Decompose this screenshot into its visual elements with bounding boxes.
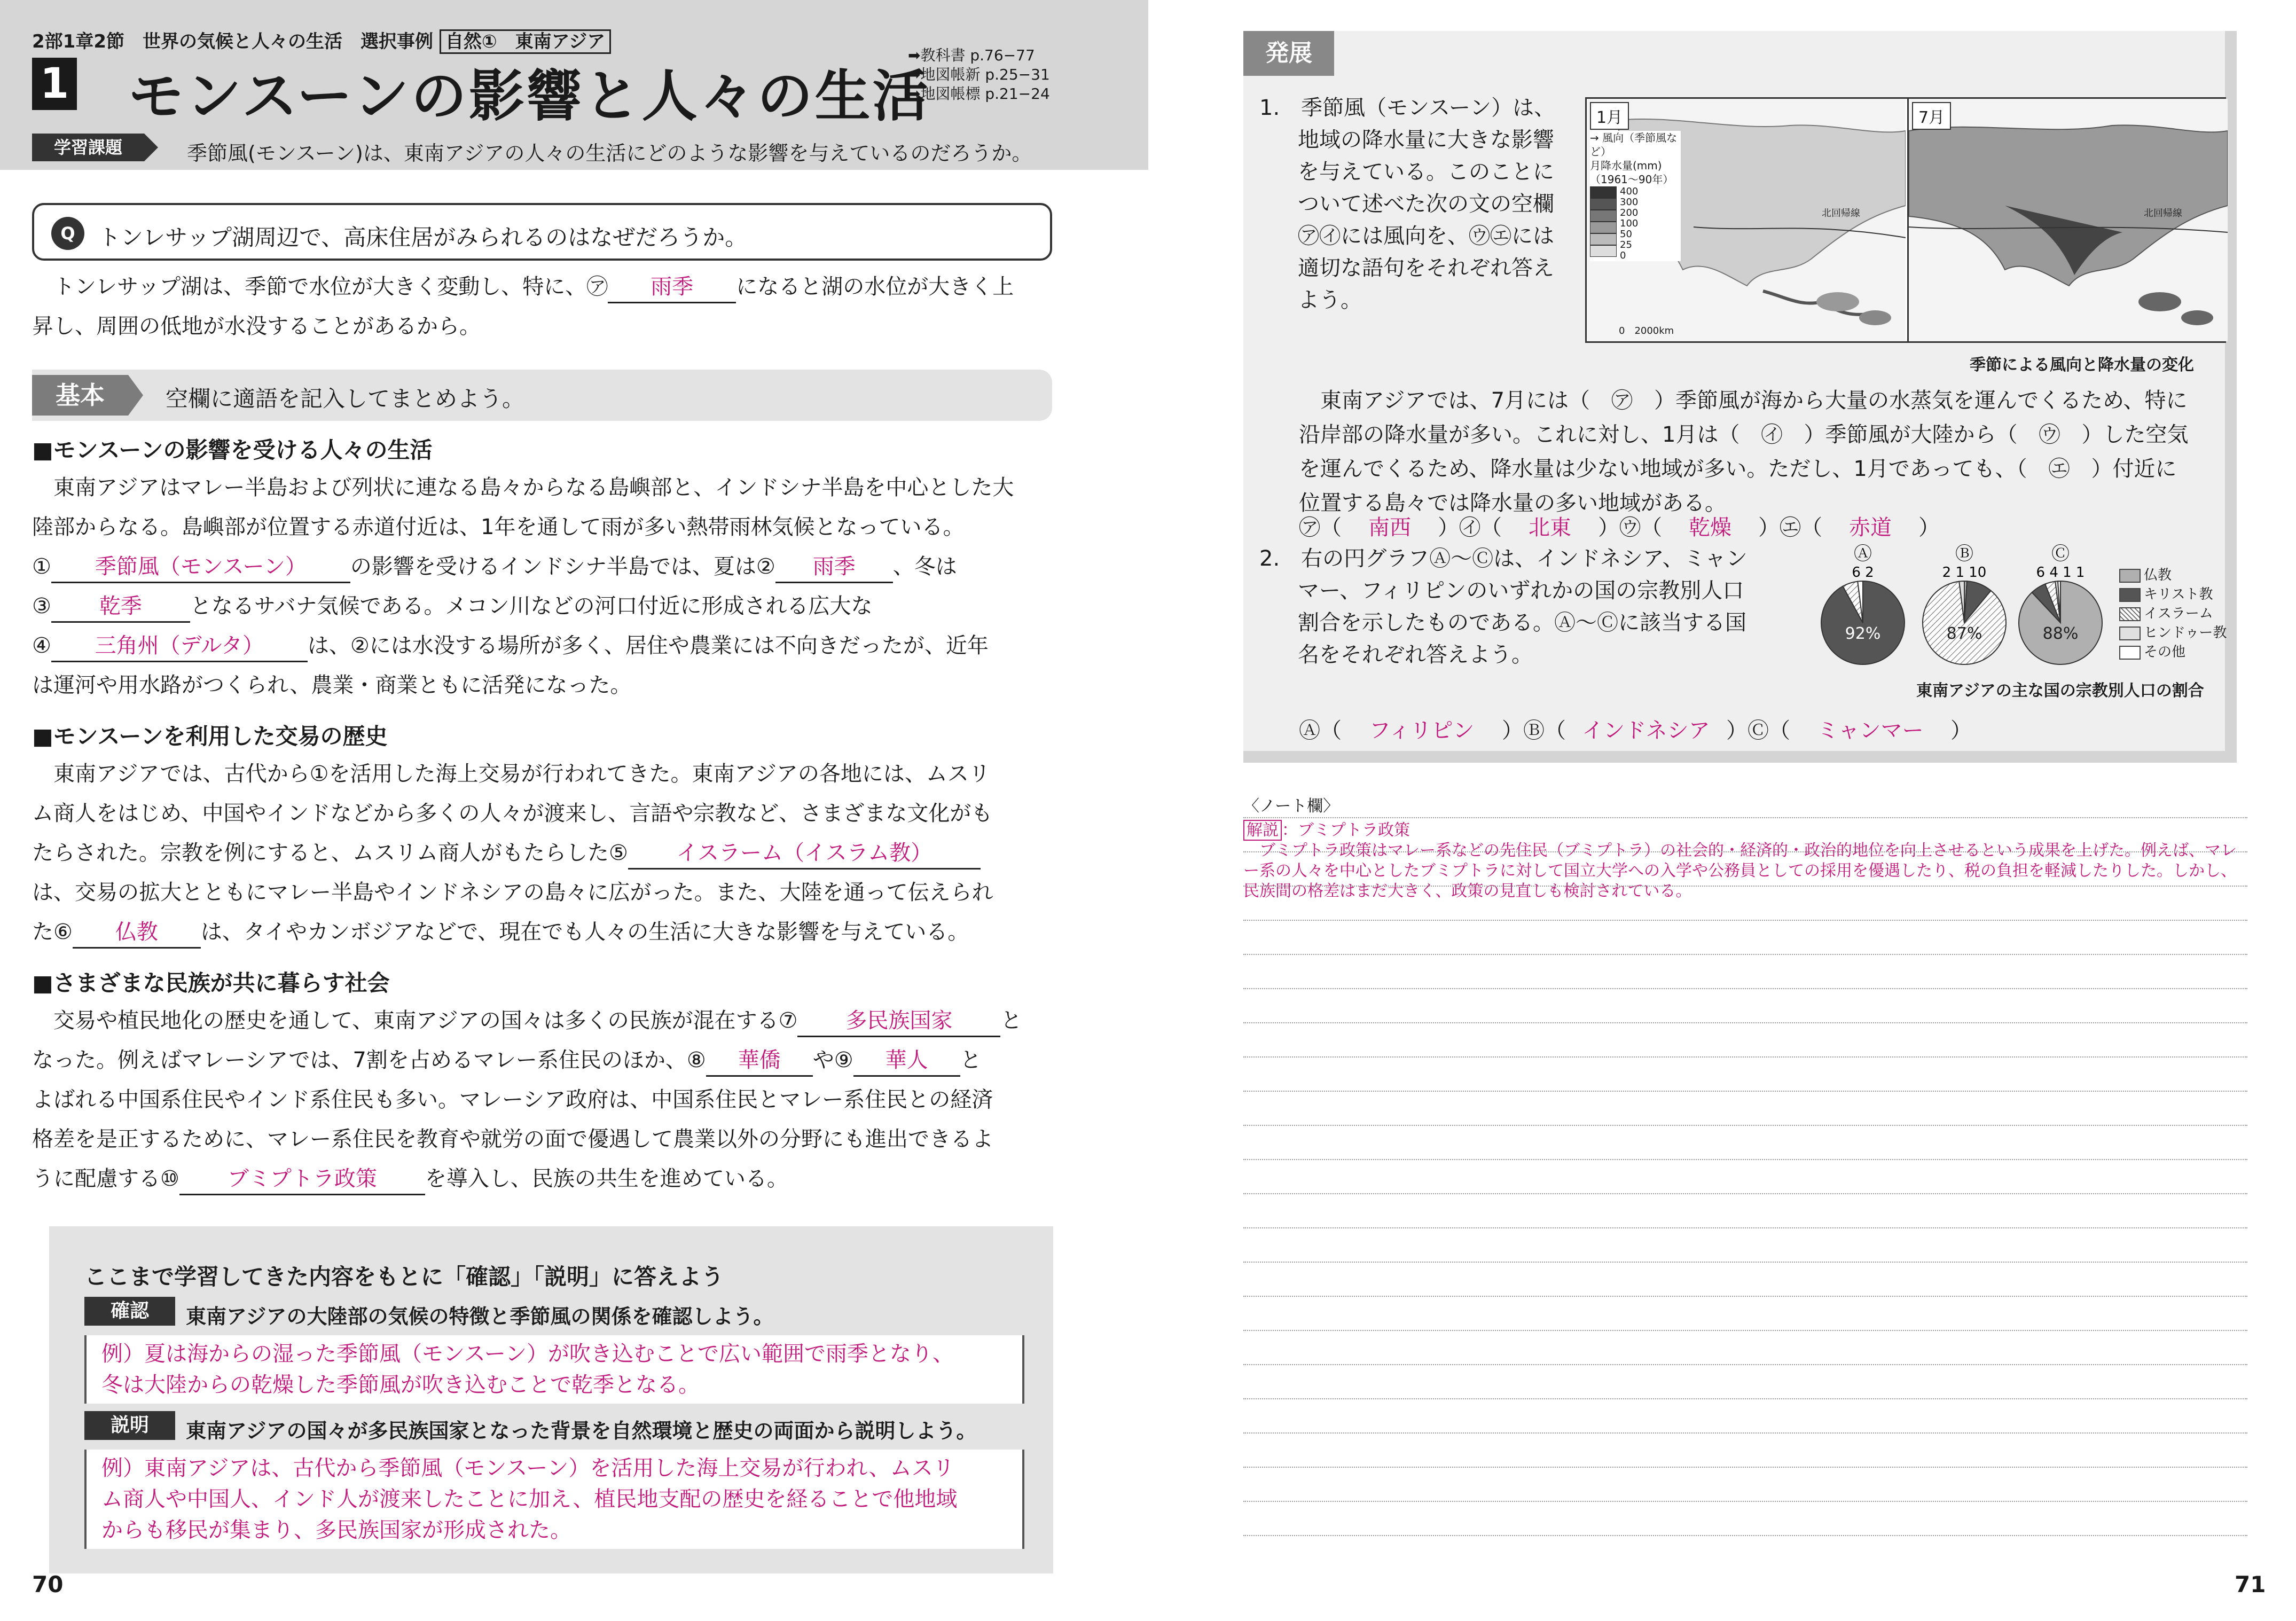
legend-value: 0 <box>1620 250 1626 261</box>
answer-e[interactable]: 赤道 <box>1849 515 1892 540</box>
legend-value: 200 <box>1620 207 1639 218</box>
text: は、②には水没する場所が多く、居住や農業には不向きだったが、近年 <box>307 633 989 658</box>
q1-line: を与えている。このことに <box>1298 160 1554 184</box>
q-answer-line1 <box>53 267 1014 307</box>
ref-atlas-new: ➡地図帳新 p.25−31 <box>908 66 1050 83</box>
body-line <box>53 1001 1022 1040</box>
note-title: 〈ノート欄〉 <box>1243 797 1339 816</box>
legend-value: 400 <box>1620 186 1639 197</box>
legend-buddhism <box>2119 564 2172 584</box>
hatten-label: 発展 <box>1243 31 1334 76</box>
para-line: 沿岸部の降水量が多い。これに対し、1月は（ ㋑ ）季節風が大陸から（ ㋒ ）した空気 <box>1299 422 2189 447</box>
pie-charts <box>1809 543 2237 673</box>
body-line <box>32 547 957 586</box>
answer-a[interactable]: 南西 <box>1368 515 1411 540</box>
text: なった。例えばマレーシアでは、7割を占めるマレー系住民のほか、⑧ <box>32 1048 706 1072</box>
note-line <box>1243 920 2247 921</box>
pie-small-labels: 6 4 1 1 <box>2036 565 2085 581</box>
q1-line: 1. 季節風（モンスーン）は、 <box>1259 96 1556 120</box>
legend-value: 300 <box>1620 197 1639 208</box>
body-line <box>32 1159 788 1199</box>
answer-line: からも移民が集まり、多民族国家が形成された。 <box>101 1518 571 1542</box>
note-line <box>1243 1227 2247 1228</box>
q2-text <box>1259 543 1748 671</box>
kakunin-question: 東南アジアの大陸部の気候の特徴と季節風の関係を確認しよう。 <box>186 1305 774 1328</box>
q2-line: マー、フィリピンのいずれかの国の宗教別人口 <box>1298 578 1744 603</box>
body-line: 東南アジアでは、古代から①を活用した海上交易が行われてきた。東南アジアの各地には、ムスリ <box>53 762 990 786</box>
body-line: 格差を是正するために、マレー系住民を教育や就労の面で優遇して農業以外の分野にも進出できるよ <box>32 1127 993 1152</box>
para-line: を運んでくるため、降水量は少ない地域が多い。ただし、1月であっても、（ ㋓ ）付近に <box>1299 457 2177 481</box>
body-line: ム商人をはじめ、中国やインドなどから多くの人々が渡来し、言語や宗教など、さまざまな文化がも <box>32 801 993 826</box>
answer-blank-1[interactable]: 季節風（モンスーン） <box>51 552 350 583</box>
right-page <box>1148 0 2296 1621</box>
pie-small-labels: 6 2 <box>1852 565 1874 581</box>
section-heading: ■モンスーンの影響を受ける人々の生活 <box>32 437 433 463</box>
answer-blank-5[interactable]: イスラーム（イスラム教） <box>628 838 981 870</box>
q1-paragraph <box>1299 383 2188 520</box>
note-line <box>1243 1467 2247 1468</box>
note-line <box>1243 954 2247 955</box>
legend-label: キリスト教 <box>2144 586 2213 602</box>
kaisetsu-text: ブミプトラ政策はマレー系などの先住民（ブミプトラ）の社会的・経済的・政治的地位を向上させるという成果を上げた。例えば、マレー系の人々を中心としたブミプトラに対して国立大学への入学や公務員としての採用を優遇したり、税の負担を軽減したりした。しかし、民族間の格差はまだ大きく、政策の見直しも検討されている。 <box>1243 841 2237 900</box>
q-badge-icon: Q <box>51 217 84 250</box>
question-text: トンレサップ湖周辺で、高床住居がみられるのはなぜだろうか。 <box>98 224 748 250</box>
text: た⑥ <box>32 920 73 944</box>
text: や⑨ <box>812 1048 853 1072</box>
hatten-box <box>1243 31 2237 763</box>
map-july <box>1907 99 2226 341</box>
pie-main-label: 88% <box>2042 624 2079 643</box>
note-line <box>1243 817 2247 818</box>
legend-sub: 月降水量(mm)（1961～90年） <box>1590 159 1674 186</box>
note-line <box>1243 1398 2247 1399</box>
answer-line: 冬は大陸からの乾燥した季節風が吹き込むことで乾季となる。 <box>101 1373 700 1397</box>
text: は、タイやカンボジアなどで、現在でも人々の生活に大きな影響を与えている。 <box>200 920 969 944</box>
task-text: 季節風(モンスーン)は、東南アジアの人々の生活にどのような影響を与えているのだろうか。 <box>187 142 1032 165</box>
body-line: よばれる中国系住民やインド系住民も多い。マレーシア政府は、中国系住民とマレー系住民との経済 <box>32 1087 993 1112</box>
question-box <box>32 203 1052 261</box>
text: ）㋑（ <box>1438 515 1502 540</box>
legend-title: → 風向（季節風など） <box>1590 131 1678 158</box>
answer-A[interactable]: フィリピン <box>1369 718 1475 743</box>
body-line <box>32 912 969 952</box>
legend-label: その他 <box>2144 644 2186 660</box>
text: 、冬は <box>892 554 957 579</box>
text: うに配慮する⑩ <box>32 1166 179 1191</box>
text: と <box>1000 1008 1022 1033</box>
body-line: は、交易の拡大とともにマレー半島やインドネシアの島々に広がった。また、大陸を通って伝えられ <box>32 880 993 905</box>
legend-value: 50 <box>1620 229 1632 240</box>
text: ）㋓（ <box>1758 515 1822 540</box>
answer-blank-a[interactable]: 雨季 <box>608 272 736 303</box>
answer-i[interactable]: 北東 <box>1529 515 1571 540</box>
map-scale: 0 2000km <box>1619 325 1674 336</box>
legend-swatches <box>1590 186 1617 261</box>
setsumei-question: 東南アジアの国々が多民族国家となった背景を自然環境と歴史の両面から説明しよう。 <box>186 1419 977 1443</box>
answer-blank-9[interactable]: 華人 <box>853 1045 960 1077</box>
body-line <box>32 626 989 665</box>
ref-atlas-std: ➡地図帳標 p.21−24 <box>908 85 1050 103</box>
q1-text <box>1259 92 1555 316</box>
text: の影響を受けるインドシナ半島では、夏は② <box>350 554 775 579</box>
answer-C[interactable]: ミャンマー <box>1817 718 1924 743</box>
legend-values <box>1617 186 1638 261</box>
answer-blank-4[interactable]: 三角州（デルタ） <box>51 631 308 662</box>
pie-small-labels: 2 1 10 <box>1942 565 1987 581</box>
kihon-arrow-icon <box>128 375 143 416</box>
note-line <box>1243 1364 2247 1365</box>
text: ③ <box>32 594 51 618</box>
kakunin-label: 確認 <box>84 1297 175 1326</box>
legend-islam <box>2119 602 2213 622</box>
para-line: 位置する島々では降水量の多い地域がある。 <box>1299 491 1726 515</box>
swatch <box>1590 245 1617 257</box>
pie-main-label: 87% <box>1946 624 1982 643</box>
swatch <box>1590 198 1617 210</box>
pie-caption: 東南アジアの主な国の宗教別人口の割合 <box>1916 682 2204 700</box>
text: ） <box>1950 718 1972 743</box>
setsumei-label: 説明 <box>84 1411 175 1440</box>
q2-line: 割合を示したものである。Ⓐ～Ⓒに該当する国 <box>1298 610 1746 635</box>
q1-line: よう。 <box>1298 288 1362 312</box>
pie-name: Ⓐ <box>1854 543 1872 565</box>
note-line <box>1243 988 2247 989</box>
legend-hinduism <box>2119 622 2227 641</box>
text: ㋐（ <box>1299 515 1342 540</box>
swatch <box>2119 569 2141 583</box>
tropic-label-jul: 北回帰線 <box>2144 208 2182 219</box>
note-line <box>1243 886 2247 887</box>
text: トンレサップ湖は、季節で水位が大きく変動し、特に、㋐ <box>53 275 608 299</box>
note-line <box>1243 1056 2247 1058</box>
kakunin-answer[interactable] <box>84 1335 1024 1404</box>
text: ④ <box>32 633 51 658</box>
answer-blank-3[interactable]: 乾季 <box>51 591 190 623</box>
body-line: 東南アジアはマレー半島および列状に連なる島々からなる島嶼部と、インドシナ半島を中心とした大 <box>53 475 1014 500</box>
kihon-label: 基本 <box>32 375 128 416</box>
q-answer-line2: 昇し、周囲の低地が水没することがあるから。 <box>32 314 481 339</box>
text: Ⓐ（ <box>1299 718 1342 743</box>
kaisetsu-heading <box>1243 820 2247 841</box>
text: ） <box>1918 515 1940 540</box>
review-title: ここまで学習してきた内容をもとに「確認」「説明」に答えよう <box>84 1264 724 1290</box>
q1-line: ついて述べた次の文の空欄 <box>1298 192 1554 216</box>
note-line <box>1243 1501 2247 1502</box>
swatch <box>2119 646 2141 660</box>
breadcrumb-box: 自然① 東南アジア <box>440 29 611 54</box>
legend-value: 100 <box>1620 218 1639 229</box>
map-january <box>1587 99 1906 341</box>
kaisetsu <box>1243 820 2247 902</box>
text: を導入し、民族の共生を進めている。 <box>425 1166 788 1191</box>
note-line <box>1243 1091 2247 1092</box>
answer-blank-7[interactable]: 多民族国家 <box>797 1006 1000 1037</box>
text: となるサバナ気候である。メコン川などの河口付近に形成される広大な <box>190 594 873 618</box>
kihon-instruction: 空欄に適語を記入してまとめよう。 <box>166 386 525 412</box>
legend-label: 仏教 <box>2144 567 2172 583</box>
note-line <box>1243 1432 2247 1434</box>
text: ）㋒（ <box>1598 515 1662 540</box>
kaisetsu-tag: 解説 <box>1243 820 1282 841</box>
breadcrumb <box>32 27 611 53</box>
text: ）Ⓑ（ <box>1502 718 1566 743</box>
swatch <box>2119 607 2141 621</box>
q1-line: ㋐㋑には風向を、㋒㋓には <box>1298 224 1554 248</box>
reference-list <box>908 46 1050 104</box>
breadcrumb-text: 2部1章2節 世界の気候と人々の生活 選択事例 <box>32 31 433 52</box>
text: ① <box>32 554 51 579</box>
pie-name: Ⓑ <box>1955 543 1973 565</box>
text: たらされた。宗教を例にすると、ムスリム商人がもたらした⑤ <box>32 841 628 865</box>
answer-blank-2[interactable]: 雨季 <box>775 552 893 583</box>
body-line: は運河や用水路がつくられ、農業・商業ともに活発になった。 <box>32 673 632 698</box>
q1-line: 適切な語句をそれぞれ答え <box>1298 256 1554 280</box>
answer-line: ム商人や中国人、インド人が渡来したことに加え、植民地支配の歴史を経ることで他地域 <box>101 1487 958 1512</box>
swatch <box>1590 222 1617 233</box>
answer-blank-10[interactable]: ブミプトラ政策 <box>179 1164 425 1195</box>
section-heading: ■モンスーンを利用した交易の歴史 <box>32 723 388 749</box>
para-line: 東南アジアでは、7月には（ ㋐ ）季節風が海から大量の水蒸気を運んでくるため、特に <box>1320 388 2188 413</box>
swatch <box>2119 588 2141 602</box>
answer-u[interactable]: 乾燥 <box>1689 515 1731 540</box>
body-line <box>32 586 872 626</box>
note-line <box>1243 1022 2247 1023</box>
pie-main-label: 92% <box>1845 624 1881 643</box>
page-number-right: 71 <box>2235 1571 2266 1597</box>
q1-answers <box>1299 512 1940 544</box>
note-line <box>1243 1159 2247 1160</box>
map-tag-jan: 1月 <box>1590 102 1629 130</box>
map-tag-jul: 7月 <box>1912 102 1951 130</box>
map-jul-graphic <box>1909 99 2228 341</box>
kaisetsu-title: ：ブミプトラ政策 <box>1282 821 1410 840</box>
answer-line: 例）夏は海からの湿った季節風（モンスーン）が吹き込むことで広い範囲で雨季となり、 <box>101 1342 954 1366</box>
body-line <box>32 1040 982 1080</box>
note-line <box>1243 1330 2247 1331</box>
note-line <box>1243 1262 2247 1263</box>
q2-line: 名をそれぞれ答えよう。 <box>1298 643 1533 667</box>
answer-blank-6[interactable]: 仏教 <box>73 917 201 949</box>
legend-other <box>2119 641 2185 661</box>
text: と <box>960 1048 982 1072</box>
body-line <box>32 833 981 873</box>
text: ）Ⓒ（ <box>1726 718 1790 743</box>
note-line <box>1243 1535 2247 1536</box>
learning-task <box>32 134 1132 165</box>
task-arrow-icon <box>144 134 158 161</box>
note-line <box>1243 1193 2247 1194</box>
swatch <box>1590 186 1617 198</box>
text: になると湖の水位が大きく上 <box>736 275 1014 299</box>
review-box <box>49 1226 1053 1573</box>
text: 交易や植民地化の歴史を通して、東南アジアの国々は多くの民族が混在する⑦ <box>53 1008 798 1033</box>
ref-textbook: ➡教科書 p.76−77 <box>908 46 1035 64</box>
monsoon-map <box>1585 97 2226 343</box>
answer-B[interactable]: インドネシア <box>1582 718 1710 743</box>
pie-name: Ⓒ <box>2051 543 2070 565</box>
page-title: モンスーンの影響と人々の生活 <box>128 64 930 129</box>
legend-label: イスラーム <box>2144 606 2213 622</box>
answer-line: 例）東南アジアは、古代から季節風（モンスーン）を活用した海上交易が行われ、ムスリ <box>101 1456 954 1481</box>
task-label: 学習課題 <box>32 134 144 161</box>
legend-christianity <box>2119 583 2213 603</box>
page-number-left: 70 <box>32 1571 64 1597</box>
q2-line: 2. 右の円グラフⒶ～Ⓒは、インドネシア、ミャン <box>1259 546 1748 571</box>
body-line: 陸部からなる。島嶼部が位置する赤道付近は、1年を通して雨が多い熱帯雨林気候となっている。 <box>32 515 965 539</box>
section-heading: ■さまざまな民族が共に暮らす社会 <box>32 970 390 996</box>
swatch <box>2119 627 2141 640</box>
answer-blank-8[interactable]: 華僑 <box>706 1045 813 1077</box>
note-line <box>1243 1125 2247 1126</box>
swatch <box>1590 233 1617 245</box>
legend-value: 25 <box>1620 239 1632 250</box>
q1-line: 地域の降水量に大きな影響 <box>1298 128 1554 152</box>
lesson-number: 1 <box>32 58 77 110</box>
note-line <box>1243 851 2247 852</box>
legend-label: ヒンドゥー教 <box>2144 625 2227 641</box>
tropic-label-jan: 北回帰線 <box>1822 208 1860 219</box>
kihon-bar <box>32 370 1052 421</box>
q2-answers <box>1299 715 1972 747</box>
legend-scale <box>1590 186 1681 261</box>
note-line <box>1243 1296 2247 1297</box>
map-caption: 季節による風向と降水量の変化 <box>1970 356 2194 374</box>
swatch <box>1590 210 1617 222</box>
setsumei-answer[interactable] <box>84 1450 1024 1549</box>
map-legend <box>1590 131 1681 261</box>
